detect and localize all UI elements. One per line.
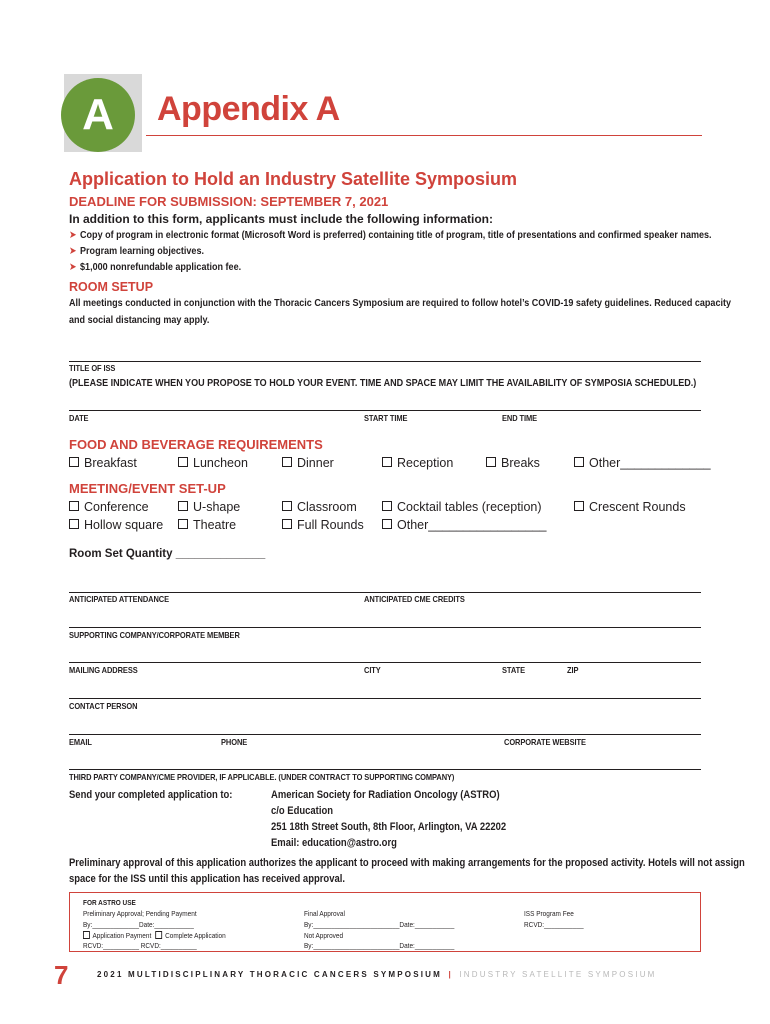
- by-date-3[interactable]: By:________________________Date:___________: [304, 941, 455, 950]
- checkbox-icon: [69, 501, 79, 511]
- food-heading: FOOD AND BEVERAGE REQUIREMENTS: [69, 437, 323, 452]
- room-setup-text-2: and social distancing may apply.: [69, 314, 210, 326]
- supporting-company-line[interactable]: [69, 627, 701, 628]
- checkbox-luncheon[interactable]: Luncheon: [178, 456, 248, 470]
- checkbox-icon: [178, 457, 188, 467]
- by-date-1[interactable]: By:_____________Date:___________: [83, 920, 194, 929]
- appendix-badge-letter: A: [82, 90, 114, 139]
- iss-fee: ISS Program Fee: [524, 909, 574, 918]
- requirement-3: ➤ $1,000 nonrefundable application fee.: [69, 261, 242, 273]
- checkbox-classroom[interactable]: Classroom: [282, 500, 357, 514]
- astro-use-heading: FOR ASTRO USE: [83, 898, 136, 907]
- city-label: CITY: [364, 665, 381, 675]
- prelim-approval: Preliminary Approval; Pending Payment: [83, 909, 197, 918]
- checkbox-u-shape[interactable]: U-shape: [178, 500, 240, 514]
- checkbox-cocktail-tables[interactable]: Cocktail tables (reception): [382, 500, 542, 514]
- end-time-label: END TIME: [502, 413, 538, 423]
- corporate-website-label: CORPORATE WEBSITE: [504, 737, 586, 747]
- page-title: Appendix A: [157, 90, 340, 128]
- date-time-line[interactable]: [69, 410, 701, 411]
- address-line-4: Email: education@astro.org: [271, 837, 397, 849]
- instructions-heading: In addition to this form, applicants must include the following information:: [69, 212, 493, 226]
- date-label: DATE: [69, 413, 89, 423]
- checkbox-reception[interactable]: Reception: [382, 456, 453, 470]
- checkbox-icon: [486, 457, 496, 467]
- checkbox-icon: [178, 501, 188, 511]
- form-title: Application to Hold an Industry Satellite Symposium: [69, 169, 518, 189]
- anticipated-cme-label: ANTICIPATED CME CREDITS: [364, 594, 465, 604]
- checkbox-icon: [69, 519, 79, 529]
- checkbox-icon: [156, 931, 163, 939]
- supporting-company-label: SUPPORTING COMPANY/CORPORATE MEMBER: [69, 630, 240, 640]
- title-of-iss-line[interactable]: [69, 361, 701, 362]
- requirement-2: ➤ Program learning objectives.: [69, 245, 204, 257]
- phone-label: PHONE: [221, 737, 248, 747]
- anticipated-attendance-label: ANTICIPATED ATTENDANCE: [69, 594, 170, 604]
- state-label: STATE: [502, 665, 525, 675]
- footer-right: INDUSTRY SATELLITE SYMPOSIUM: [459, 970, 657, 979]
- checkbox-icon: [282, 519, 292, 529]
- final-approval: Final Approval: [304, 909, 345, 918]
- room-setup-text-1: All meetings conducted in conjunction with the Thoracic Cancers Symposium are required to follow hotel’s COVID-19 safety guidelines. Reduced capacity: [69, 297, 732, 309]
- indicate-note: (PLEASE INDICATE WHEN YOU PROPOSE TO HOLD YOUR EVENT. TIME AND SPACE MAY LIMIT THE AVAILABILITY OF SYMPOSIA SCHEDULED.): [69, 377, 697, 389]
- checkbox-breakfast[interactable]: Breakfast: [69, 456, 137, 470]
- footer-separator: |: [448, 970, 453, 979]
- footer-left: 2021 MULTIDISCIPLINARY THORACIC CANCERS SYMPOSIUM: [97, 970, 443, 979]
- contact-person-line[interactable]: [69, 698, 701, 699]
- checkbox-setup-other[interactable]: Other_________________: [382, 518, 546, 532]
- address-line-1: American Society for Radiation Oncology (ASTRO): [271, 789, 500, 801]
- zip-label: ZIP: [567, 665, 579, 675]
- rcvd-fee[interactable]: RCVD:___________: [524, 920, 584, 929]
- checkbox-icon: [282, 501, 292, 511]
- third-party-line[interactable]: [69, 769, 701, 770]
- checkbox-icon: [69, 457, 79, 467]
- requirement-1: ➤ Copy of program in electronic format (Microsoft Word is preferred) containing title of program, title of presentations and confirmed speaker names.: [69, 229, 712, 241]
- room-set-quantity[interactable]: Room Set Quantity ______________: [69, 548, 266, 560]
- checkbox-food-other[interactable]: Other_____________: [574, 456, 711, 470]
- checkbox-theatre[interactable]: Theatre: [178, 518, 236, 532]
- approval-note-1: Preliminary approval of this application authorizes the applicant to proceed with making arrangements for the proposed activity. Hotels will not assign: [69, 857, 745, 869]
- payment-checkboxes[interactable]: Application Payment Complete Application: [83, 931, 226, 940]
- checkbox-icon: [282, 457, 292, 467]
- page-number: 7: [54, 960, 69, 990]
- email-line[interactable]: [69, 734, 701, 735]
- checkbox-icon: [382, 501, 392, 511]
- room-setup-heading: ROOM SETUP: [69, 280, 154, 294]
- appendix-badge: [64, 74, 142, 152]
- footer-text: [97, 970, 657, 979]
- checkbox-icon: [574, 457, 584, 467]
- send-label: Send your completed application to:: [69, 789, 233, 801]
- checkbox-dinner[interactable]: Dinner: [282, 456, 334, 470]
- attendance-line[interactable]: [69, 592, 701, 593]
- third-party-label: THIRD PARTY COMPANY/CME PROVIDER, IF APPLICABLE. (UNDER CONTRACT TO SUPPORTING COMPANY): [69, 772, 455, 782]
- chevron-right-icon: ➤: [69, 261, 77, 273]
- title-rule: [146, 135, 702, 136]
- chevron-right-icon: ➤: [69, 229, 77, 241]
- checkbox-hollow-square[interactable]: Hollow square: [69, 518, 163, 532]
- by-date-2[interactable]: By:________________________Date:___________: [304, 920, 455, 929]
- checkbox-icon: [178, 519, 188, 529]
- rcvd-line[interactable]: RCVD:__________ RCVD:__________: [83, 941, 197, 950]
- address-line-3: 251 18th Street South, 8th Floor, Arlington, VA 22202: [271, 821, 507, 833]
- title-of-iss-label: TITLE OF ISS: [69, 363, 116, 373]
- meeting-heading: MEETING/EVENT SET-UP: [69, 481, 226, 496]
- checkbox-crescent-rounds[interactable]: Crescent Rounds: [574, 500, 686, 514]
- email-label: EMAIL: [69, 737, 92, 747]
- checkbox-icon: [574, 501, 584, 511]
- checkbox-conference[interactable]: Conference: [69, 500, 149, 514]
- checkbox-breaks[interactable]: Breaks: [486, 456, 540, 470]
- checkbox-icon: [382, 519, 392, 529]
- chevron-right-icon: ➤: [69, 245, 77, 257]
- checkbox-full-rounds[interactable]: Full Rounds: [282, 518, 364, 532]
- start-time-label: START TIME: [364, 413, 408, 423]
- deadline: DEADLINE FOR SUBMISSION: SEPTEMBER 7, 2021: [69, 194, 389, 209]
- mailing-address-label: MAILING ADDRESS: [69, 665, 138, 675]
- not-approved: Not Approved: [304, 931, 344, 940]
- mailing-address-line[interactable]: [69, 662, 701, 663]
- approval-note-2: space for the ISS until this application has received approval.: [69, 873, 346, 885]
- checkbox-icon: [382, 457, 392, 467]
- checkbox-icon: [83, 931, 90, 939]
- contact-person-label: CONTACT PERSON: [69, 701, 138, 711]
- address-line-2: c/o Education: [271, 805, 334, 817]
